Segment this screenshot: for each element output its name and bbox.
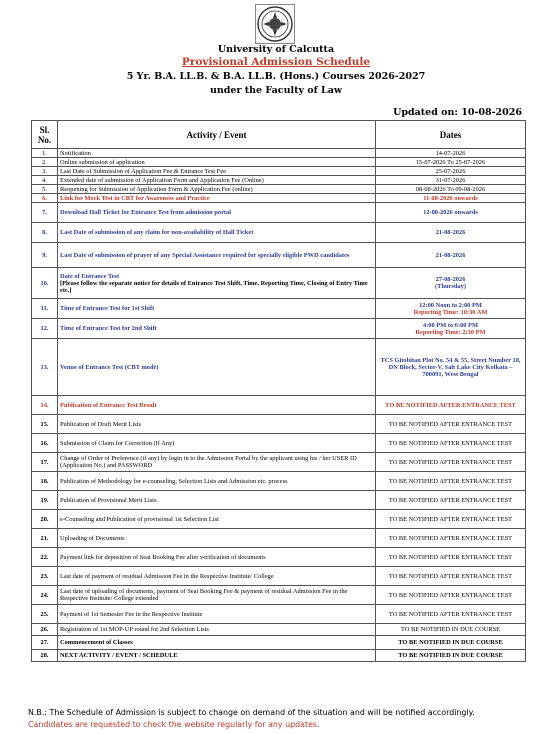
- table-row: [32, 339, 526, 396]
- row-date: 15-07-2026 To 25-07-2026: [376, 158, 526, 167]
- row-event: Payment link for deposition of Seat Booking Fee after verification of documents: [58, 548, 376, 567]
- mock-test-link[interactable]: Link for Mock Test in CBT for Awareness and Practice: [58, 194, 376, 203]
- table-row: [32, 605, 526, 624]
- row-sl: 20.: [32, 510, 58, 529]
- page-title: Provisional Admission Schedule: [181, 56, 371, 68]
- shift1-reporting: Reporting Time: 10:30 AM: [413, 308, 488, 316]
- row-event: Change of Order of Preference (if any) by login in to the Admission Portal by the applicant using his / her USER ID (Application No.) and PASSWORD: [58, 453, 376, 472]
- row-event: Payment of 1st Semester Fee in the Respective Institute: [58, 605, 376, 624]
- table-row: [32, 223, 526, 243]
- row-event: Submission of Claim for Correction (If Any): [58, 434, 376, 453]
- row-sl: 17.: [32, 453, 58, 472]
- row-sl: 9.: [32, 243, 58, 268]
- row-sl: 13.: [32, 339, 58, 396]
- row-sl: 6.: [32, 194, 58, 203]
- row-sl: 23.: [32, 567, 58, 586]
- table-row: [32, 203, 526, 223]
- row-sl: 8.: [32, 223, 58, 243]
- footer-warning: Candidates are requested to check the website regularly for any updates.: [28, 720, 320, 729]
- entrance-test-day: (Thursday): [435, 283, 466, 290]
- row-event: Last Date of submission of any claim for non-availability of Hall Ticket: [58, 223, 376, 243]
- table-row: [32, 167, 526, 176]
- shift2-time: 4:00 PM to 6:00 PM: [422, 321, 478, 329]
- row-sl: 11.: [32, 299, 58, 319]
- table-row: [32, 319, 526, 339]
- row-date: 21-08-2026: [376, 223, 526, 243]
- row-date: 14-07-2026: [376, 149, 526, 158]
- course-title: 5 Yr. B.A. LL.B. & B.A. LL.B. (Hons.) Courses 2026-2027: [126, 71, 426, 82]
- row-sl: 15.: [32, 415, 58, 434]
- header-dates: Dates: [376, 121, 526, 149]
- row-date: TO BE NOTIFIED AFTER ENTRANCE TEST: [376, 567, 526, 586]
- table-row: [32, 176, 526, 185]
- table-row: [32, 299, 526, 319]
- row-date: TO BE NOTIFIED AFTER ENTRANCE TEST: [376, 586, 526, 605]
- schedule-table: [31, 120, 526, 662]
- table-row: [32, 149, 526, 158]
- row-date: 21-08-2026: [376, 243, 526, 268]
- row-sl: 2.: [32, 158, 58, 167]
- header-event: Activity / Event: [58, 121, 376, 149]
- row-event: Last date of uploading of documents, payment of Seat Booking Fee & payment of residual Admission Fee in the Respective Institute/ College extended: [58, 586, 376, 605]
- university-seal-icon: [255, 4, 295, 44]
- row-sl: 18.: [32, 472, 58, 491]
- row-date: TO BE NOTIFIED AFTER ENTRANCE TEST: [376, 529, 526, 548]
- row-sl: 14.: [32, 396, 58, 415]
- row-date: 25-07-2026: [376, 167, 526, 176]
- row-date: TO BE NOTIFIED AFTER ENTRANCE TEST: [376, 396, 526, 415]
- table-row: [32, 158, 526, 167]
- table-row: [32, 453, 526, 472]
- table-row: [32, 624, 526, 636]
- entrance-test-note: [Please follow the separate notice for details of Entrance Test Shift, Time, Reporting Time, Closing of Entry Time etc.]: [60, 279, 368, 294]
- row-date: TO BE NOTIFIED IN DUE COURSE: [376, 650, 526, 662]
- row-date: TO BE NOTIFIED AFTER ENTRANCE TEST: [376, 415, 526, 434]
- table-row: [32, 243, 526, 268]
- row-date: 12-08-2026 onwards: [376, 203, 526, 223]
- university-name: University of Calcutta: [217, 44, 335, 55]
- row-sl: 16.: [32, 434, 58, 453]
- table-row: [32, 548, 526, 567]
- row-date: TO BE NOTIFIED AFTER ENTRANCE TEST: [376, 491, 526, 510]
- faculty-title: under the Faculty of Law: [209, 85, 343, 96]
- row-date: TO BE NOTIFIED AFTER ENTRANCE TEST: [376, 472, 526, 491]
- table-row: [32, 650, 526, 662]
- row-event: Reopening for Submission of Application Form & Application Fee (online): [58, 185, 376, 194]
- row-event: Time of Entrance Test for 2nd Shift: [58, 319, 376, 339]
- row-event: Last Date of submission of prayer of any Special Assistance required for specially eligible PWD candidates: [58, 243, 376, 268]
- header-sl: Sl. No.: [32, 121, 58, 149]
- shift1-time: 12:00 Noon to 2:00 PM: [419, 301, 482, 309]
- row-event: Last date of payment of residual Admission Fee in the Respective Institute/ College: [58, 567, 376, 586]
- row-event: [58, 268, 376, 299]
- row-sl: 28.: [32, 650, 58, 662]
- table-row: [32, 636, 526, 650]
- row-date: TO BE NOTIFIED AFTER ENTRANCE TEST: [376, 548, 526, 567]
- row-sl: 19.: [32, 491, 58, 510]
- shift2-reporting: Reporting Time: 2:30 PM: [415, 328, 486, 336]
- row-event: Publication of Entrance Test Result: [58, 396, 376, 415]
- row-date: TO BE NOTIFIED IN DUE COURSE: [376, 624, 526, 636]
- row-sl: 10.: [32, 268, 58, 299]
- entrance-test-date: 27-08-2026: [435, 276, 466, 283]
- row-sl: 12.: [32, 319, 58, 339]
- table-row: [32, 529, 526, 548]
- row-event: Venue of Entrance Test (CBT mode): [58, 339, 376, 396]
- row-date: 31-07-2026: [376, 176, 526, 185]
- row-event: Publication of Methodology for e-counseling, Selection Lists and Admission etc. process: [58, 472, 376, 491]
- row-event: Publication of Provisional Merit Lists: [58, 491, 376, 510]
- row-event: Download Hall Ticket for Entrance Test from admission portal: [58, 203, 376, 223]
- table-row: [32, 567, 526, 586]
- row-event: Online submission of application: [58, 158, 376, 167]
- row-sl: 7.: [32, 203, 58, 223]
- row-date: 08-08-2026 To 09-08-2026: [376, 185, 526, 194]
- row-date: TO BE NOTIFIED AFTER ENTRANCE TEST: [376, 605, 526, 624]
- entrance-test-label: Date of Entrance Test: [60, 272, 120, 280]
- row-sl: 3.: [32, 167, 58, 176]
- row-sl: 21.: [32, 529, 58, 548]
- table-row: [32, 396, 526, 415]
- row-event: Publication of Draft Merit Lists: [58, 415, 376, 434]
- updated-date: Updated on: 10-08-2026: [393, 107, 522, 118]
- table-row: [32, 415, 526, 434]
- table-row: [32, 472, 526, 491]
- table-header-row: [32, 121, 526, 149]
- row-date: [376, 268, 526, 299]
- table-row: [32, 586, 526, 605]
- venue-address: TCS Gitobitan Plot No. 54 & 55, Street Number 18, DN Block, Sector-V, Salt Lake City Kolkata – 700091, West Bengal: [376, 339, 526, 396]
- row-event: Time of Entrance Test for 1st Shift: [58, 299, 376, 319]
- row-sl: 26.: [32, 624, 58, 636]
- row-sl: 5.: [32, 185, 58, 194]
- table-row: [32, 185, 526, 194]
- row-date: 11-08-2026 onwards: [376, 194, 526, 203]
- row-sl: 22.: [32, 548, 58, 567]
- table-row: [32, 491, 526, 510]
- row-sl: 25.: [32, 605, 58, 624]
- row-event: Commencement of Classes: [58, 636, 376, 650]
- row-event: Notification: [58, 149, 376, 158]
- row-sl: 4.: [32, 176, 58, 185]
- footer-note: N.B.: The Schedule of Admission is subject to change on demand of the situation and will be notified accordingly.: [28, 708, 475, 717]
- row-sl: 24.: [32, 586, 58, 605]
- table-row: [32, 510, 526, 529]
- row-event: NEXT ACTIVITY / EVENT / SCHEDULE: [58, 650, 376, 662]
- row-date: TO BE NOTIFIED IN DUE COURSE: [376, 636, 526, 650]
- table-row: [32, 194, 526, 203]
- row-date: [376, 299, 526, 319]
- row-date: TO BE NOTIFIED AFTER ENTRANCE TEST: [376, 434, 526, 453]
- table-row: [32, 268, 526, 299]
- row-event: Registration of 1st MOP-UP round for 2nd Selection Lists: [58, 624, 376, 636]
- row-sl: 27.: [32, 636, 58, 650]
- table-row: [32, 434, 526, 453]
- row-event: Last Date of Submission of Application Fee & Entrance Test Fee: [58, 167, 376, 176]
- row-date: TO BE NOTIFIED AFTER ENTRANCE TEST: [376, 453, 526, 472]
- row-date: TO BE NOTIFIED AFTER ENTRANCE TEST: [376, 510, 526, 529]
- row-event: e-Counseling and Publication of provisional 1st Selection List: [58, 510, 376, 529]
- row-event: Uploading of Documents: [58, 529, 376, 548]
- row-event: Extended date of submission of Application Form and Application Fee (Online): [58, 176, 376, 185]
- row-sl: 1.: [32, 149, 58, 158]
- row-date: [376, 319, 526, 339]
